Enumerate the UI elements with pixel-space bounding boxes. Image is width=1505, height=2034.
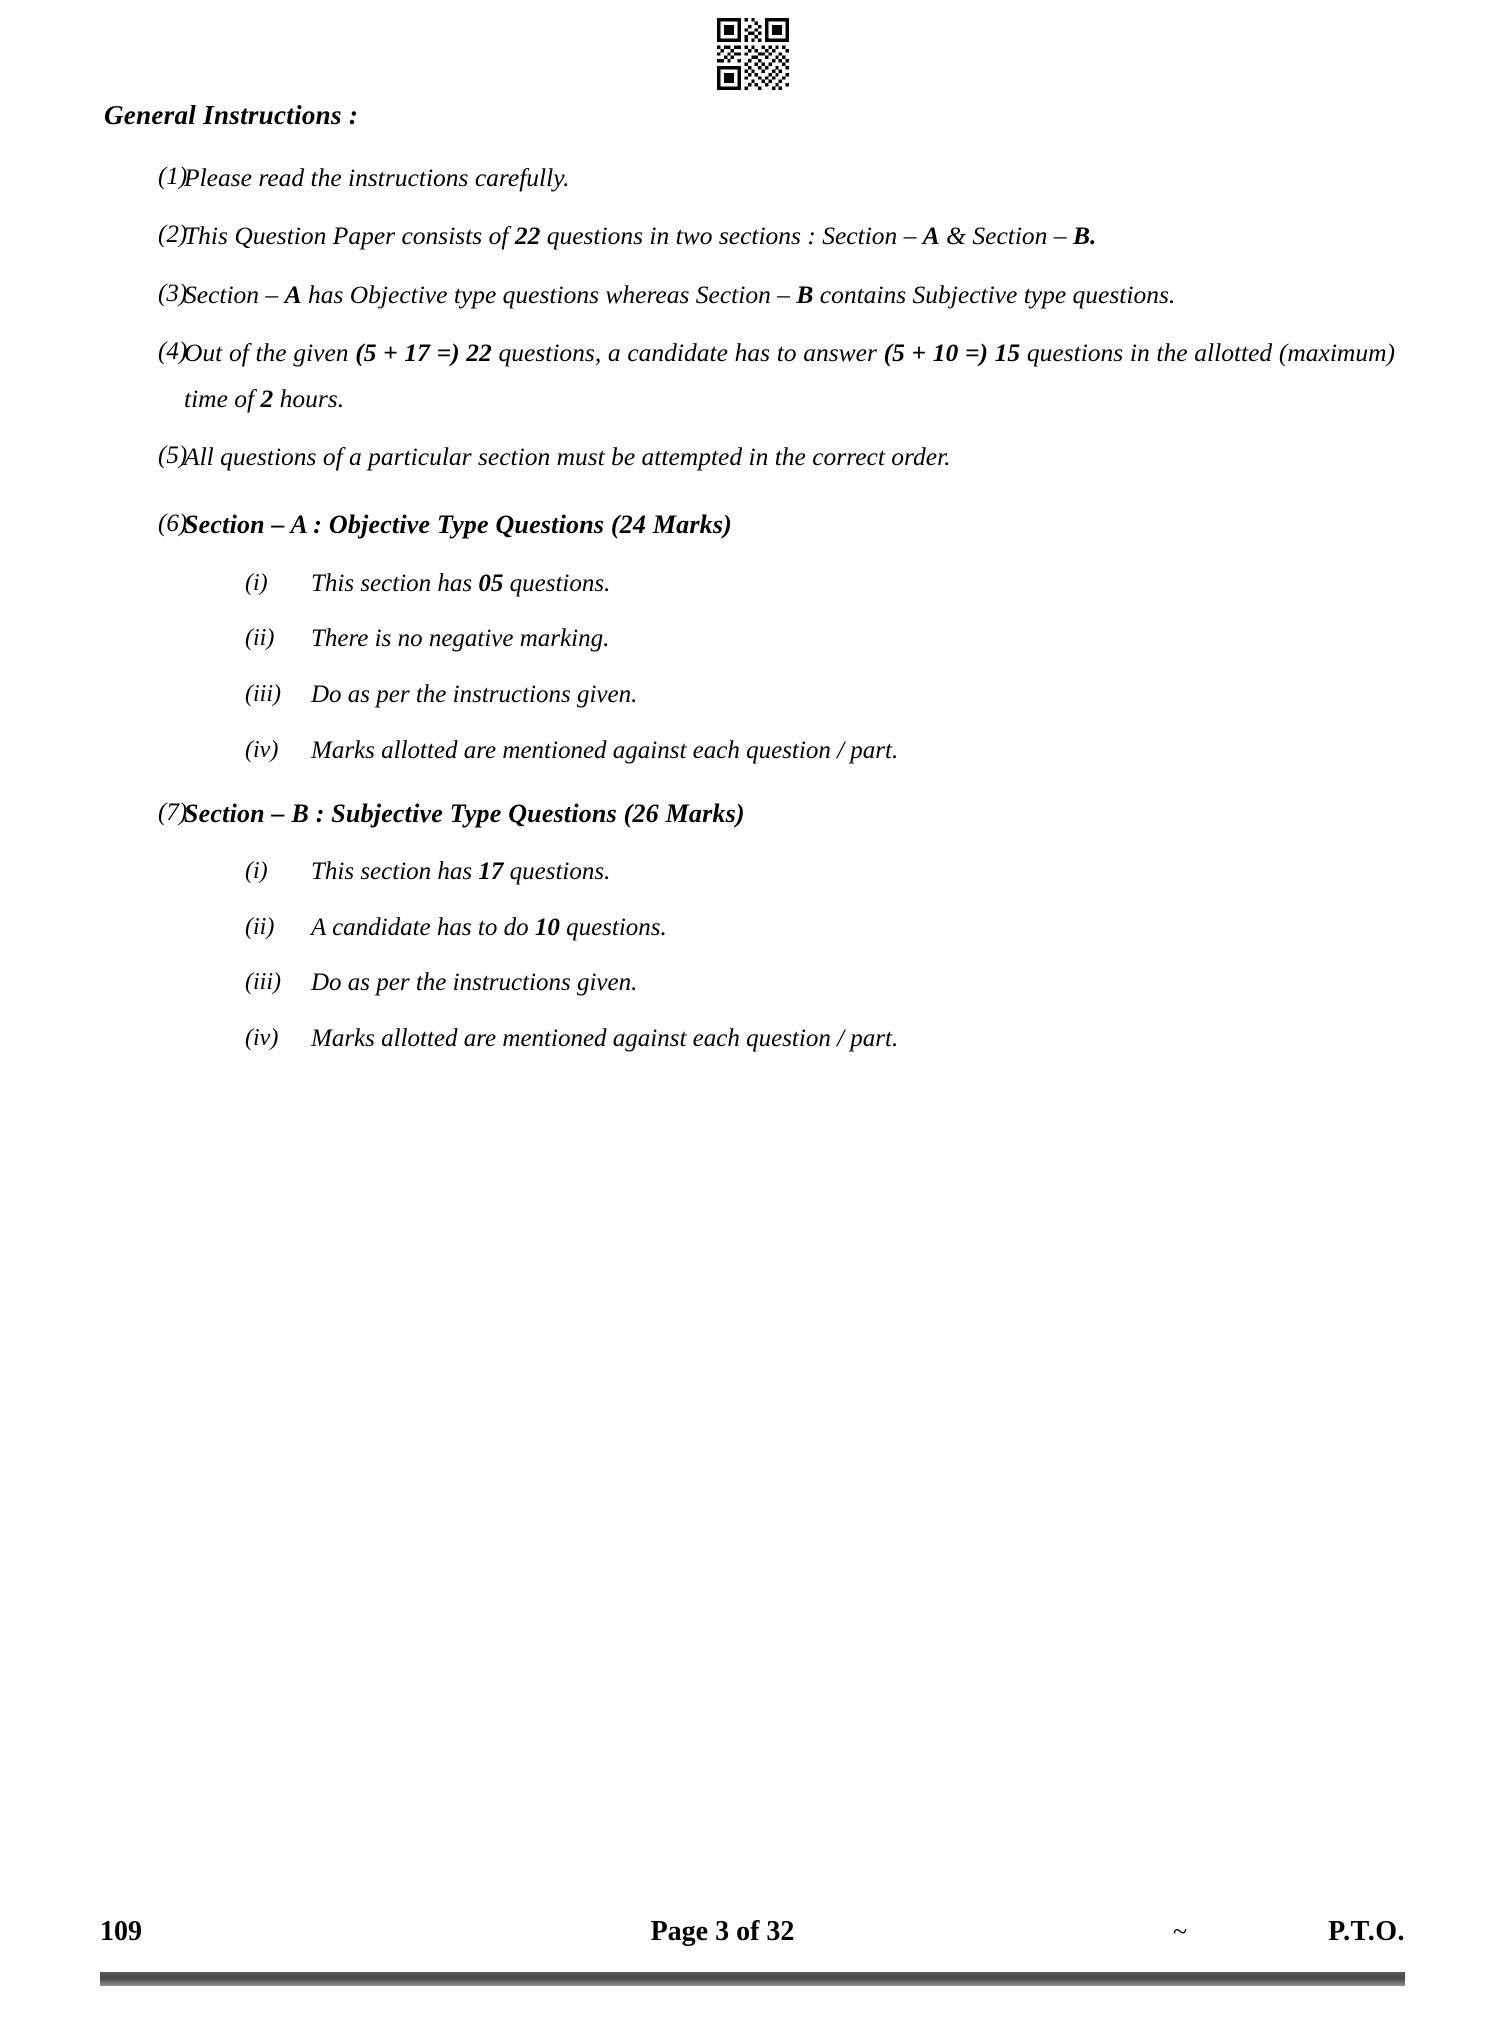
- sub-item-text: This section has 05 questions.: [311, 569, 611, 597]
- sub-item: [100, 617, 1405, 661]
- instruction-marker: (3): [158, 279, 188, 307]
- page-title: General Instructions :: [104, 100, 359, 130]
- sub-item-marker: (ii): [245, 625, 275, 652]
- section-marker: (7): [158, 798, 188, 826]
- section-b-items: [100, 850, 1405, 1061]
- section-heading-row: [100, 502, 1405, 548]
- instruction-item: [100, 155, 1405, 200]
- footer-paper-code: 109: [100, 1916, 142, 1947]
- sub-item-text: Marks allotted are mentioned against each question / part.: [311, 1025, 899, 1053]
- qr-code-icon: [717, 18, 789, 90]
- sub-item-marker: (iii): [245, 969, 281, 996]
- section-marker: (6): [158, 510, 188, 538]
- sub-item-marker: (iv): [245, 736, 279, 763]
- sub-item-text: There is no negative marking.: [311, 625, 610, 653]
- footer-pto-label: P.T.O.: [1328, 1916, 1405, 1947]
- instruction-text: Please read the instructions carefully.: [184, 163, 570, 192]
- section-heading: Section – B : Subjective Type Questions (26 Marks): [184, 798, 745, 828]
- sub-item-marker: (i): [245, 569, 268, 596]
- sub-item: [100, 961, 1405, 1005]
- section-a-items: [100, 562, 1405, 773]
- instruction-marker: (5): [158, 441, 188, 469]
- instructions-content: [100, 100, 1405, 1079]
- sub-item-text: A candidate has to do 10 questions.: [311, 913, 667, 941]
- instruction-text: Section – A has Objective type questions whereas Section – B contains Subjective type questions.: [184, 279, 1176, 309]
- sub-item: [100, 729, 1405, 773]
- sub-item-text: Do as per the instructions given.: [311, 969, 638, 997]
- sub-item-text: Marks allotted are mentioned against each question / part.: [311, 736, 899, 764]
- sub-item-text: This section has 17 questions.: [311, 857, 611, 885]
- qr-code-container: [0, 18, 1505, 90]
- instruction-item: [100, 213, 1405, 258]
- footer-page-number: Page 3 of 32: [650, 1916, 795, 1947]
- instruction-text: All questions of a particular section must be attempted in the correct order.: [184, 441, 951, 471]
- instruction-marker: (4): [158, 338, 188, 366]
- instruction-item: [100, 272, 1405, 317]
- instruction-item: [100, 434, 1405, 479]
- footer-rule: [100, 1972, 1405, 1986]
- section-heading-row: [100, 791, 1405, 837]
- page-footer: [100, 1916, 1405, 1956]
- sub-item-marker: (ii): [245, 913, 275, 940]
- instruction-item: [100, 330, 1405, 421]
- instruction-text: This Question Paper consists of 22 questions in two sections : Section – A & Section – B.: [184, 221, 1097, 251]
- sub-item: [100, 1017, 1405, 1061]
- sub-item: [100, 562, 1405, 606]
- sub-item-marker: (iii): [245, 681, 281, 708]
- instruction-marker: (2): [158, 221, 188, 249]
- spacer: [100, 492, 1405, 502]
- sub-item-text: Do as per the instructions given.: [311, 681, 638, 709]
- sub-item-marker: (iv): [245, 1025, 279, 1052]
- instruction-text: Out of the given (5 + 17 =) 22 questions, a candidate has to answer (5 + 10 =) 15 questions in the allotted (maximum) time of 2 hours.: [184, 338, 1396, 413]
- footer-tilde-mark: ~: [1172, 1917, 1188, 1946]
- sub-item-marker: (i): [245, 857, 268, 884]
- sub-item: [100, 850, 1405, 894]
- sub-item: [100, 673, 1405, 717]
- sub-item: [100, 906, 1405, 950]
- instruction-marker: (1): [158, 163, 188, 190]
- section-heading: Section – A : Objective Type Questions (24 Marks): [184, 510, 733, 540]
